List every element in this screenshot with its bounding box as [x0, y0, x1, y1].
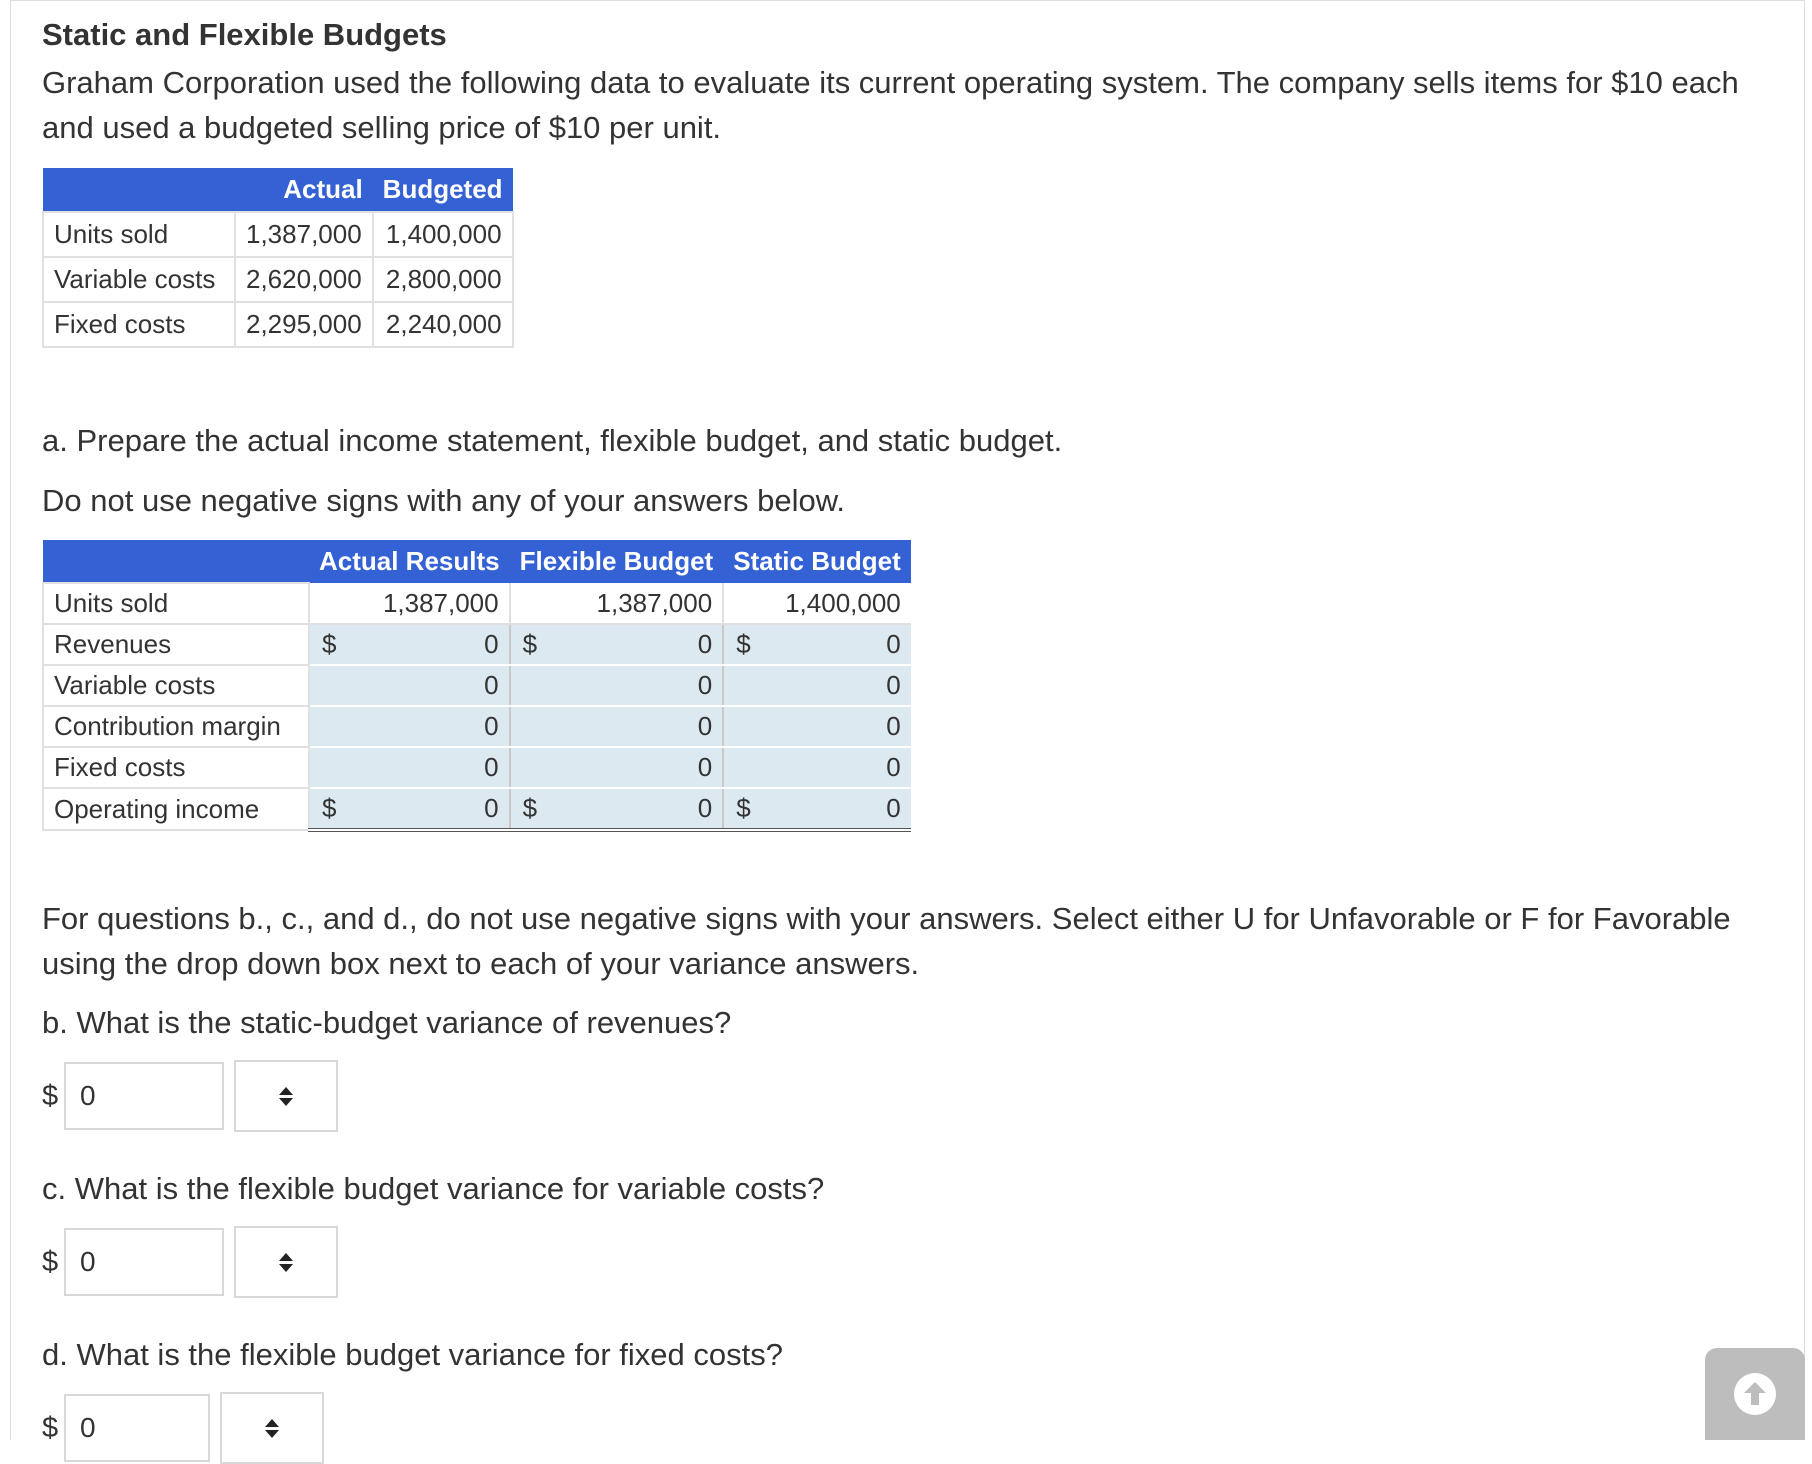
contribution-margin-static-input[interactable]: 0 [723, 706, 911, 747]
part-c-question: c. What is the flexible budget variance for variable costs? [42, 1171, 825, 1206]
units-flexible: 1,387,000 [510, 583, 724, 624]
input-value: 0 [886, 629, 901, 659]
table-row [43, 624, 911, 665]
part-a-question: a. Prepare the actual income statement, flexible budget, and static budget. [42, 423, 1063, 458]
part-c-answer [42, 1226, 1782, 1298]
revenues-actual-input[interactable] [309, 624, 510, 665]
currency-symbol: $ [322, 793, 337, 823]
operating-income-static-input[interactable] [723, 788, 911, 830]
currency-symbol: $ [736, 793, 751, 823]
part-d-answer [42, 1392, 1782, 1464]
currency-symbol: $ [522, 793, 538, 823]
contribution-margin-flexible-input[interactable]: 0 [510, 706, 724, 747]
part-b-input[interactable]: 0 [64, 1062, 224, 1130]
given-data-table [42, 168, 514, 348]
fixed-costs-static-input[interactable]: 0 [723, 747, 911, 788]
currency-symbol: $ [322, 629, 337, 659]
actual-value: 1,387,000 [235, 212, 373, 257]
part-b-question: b. What is the static-budget variance of revenues? [42, 1005, 732, 1040]
variable-costs-flexible-input[interactable]: 0 [510, 665, 724, 706]
budgeted-value: 1,400,000 [373, 212, 513, 257]
corner-header [43, 540, 309, 583]
revenues-static-input[interactable] [723, 624, 911, 665]
problem-content [42, 14, 1782, 1464]
corner-header [43, 168, 235, 212]
col-header-budgeted: Budgeted [373, 168, 513, 212]
part-d-input[interactable]: 0 [64, 1394, 210, 1462]
table-row [43, 788, 911, 830]
currency-symbol: $ [522, 629, 538, 659]
input-value: 0 [697, 629, 713, 659]
table-row [43, 706, 911, 747]
table-row [43, 212, 513, 257]
input-value: 0 [697, 793, 713, 823]
row-label: Fixed costs [43, 302, 235, 347]
row-label: Units sold [43, 212, 235, 257]
instructions-text: For questions b., c., and d., do not use negative signs with your answers. Select either U for Unfavorable or F for Favorable using the drop down box next to each of your variance answers. [42, 901, 1731, 981]
variable-costs-actual-input[interactable]: 0 [309, 665, 510, 706]
currency-symbol: $ [736, 629, 751, 659]
select-arrows-icon [279, 1253, 293, 1272]
currency-symbol: $ [42, 1411, 59, 1444]
part-c-uf-select[interactable] [234, 1226, 338, 1298]
currency-symbol: $ [42, 1245, 59, 1278]
col-header-static-budget: Static Budget [723, 540, 911, 583]
actual-value: 2,295,000 [235, 302, 373, 347]
part-b-answer [42, 1060, 1782, 1132]
page-title: Static and Flexible Budgets [42, 17, 447, 52]
part-c-input[interactable]: 0 [64, 1228, 224, 1296]
row-label: Units sold [43, 583, 309, 624]
table-row [43, 747, 911, 788]
part-a-note: Do not use negative signs with any of your answers below. [42, 483, 846, 518]
budget-table [42, 540, 911, 832]
actual-value: 2,620,000 [235, 257, 373, 302]
fixed-costs-flexible-input[interactable]: 0 [510, 747, 724, 788]
revenues-flexible-input[interactable] [510, 624, 724, 665]
input-value: 0 [886, 793, 901, 823]
operating-income-flexible-input[interactable] [510, 788, 724, 830]
currency-symbol: $ [42, 1079, 59, 1112]
table-row [43, 302, 513, 347]
table-row [43, 583, 911, 624]
col-header-flexible-budget: Flexible Budget [510, 540, 724, 583]
input-value: 0 [484, 793, 499, 823]
row-label: Variable costs [43, 257, 235, 302]
row-label: Variable costs [43, 665, 309, 706]
contribution-margin-actual-input[interactable]: 0 [309, 706, 510, 747]
table-row [43, 665, 911, 706]
units-actual: 1,387,000 [309, 583, 510, 624]
row-label: Fixed costs [43, 747, 309, 788]
intro-text: Graham Corporation used the following data to evaluate its current operating system. The company sells items for $10 each and used a budgeted selling price of $10 per unit. [42, 65, 1739, 145]
input-value: 0 [484, 629, 499, 659]
select-arrows-icon [265, 1419, 279, 1438]
units-static: 1,400,000 [723, 583, 911, 624]
col-header-actual-results: Actual Results [309, 540, 510, 583]
operating-income-actual-input[interactable] [309, 788, 510, 830]
fixed-costs-actual-input[interactable]: 0 [309, 747, 510, 788]
select-arrows-icon [279, 1087, 293, 1106]
row-label: Operating income [43, 788, 309, 830]
part-b-uf-select[interactable] [234, 1060, 338, 1132]
scroll-to-top-button[interactable] [1705, 1348, 1805, 1440]
variable-costs-static-input[interactable]: 0 [723, 665, 911, 706]
budgeted-value: 2,240,000 [373, 302, 513, 347]
table-row [43, 257, 513, 302]
col-header-actual: Actual [235, 168, 373, 212]
row-label: Contribution margin [43, 706, 309, 747]
arrow-up-circle-icon [1732, 1371, 1778, 1417]
budgeted-value: 2,800,000 [373, 257, 513, 302]
part-d-uf-select[interactable] [220, 1392, 324, 1464]
row-label: Revenues [43, 624, 309, 665]
part-d-question: d. What is the flexible budget variance for fixed costs? [42, 1337, 783, 1372]
